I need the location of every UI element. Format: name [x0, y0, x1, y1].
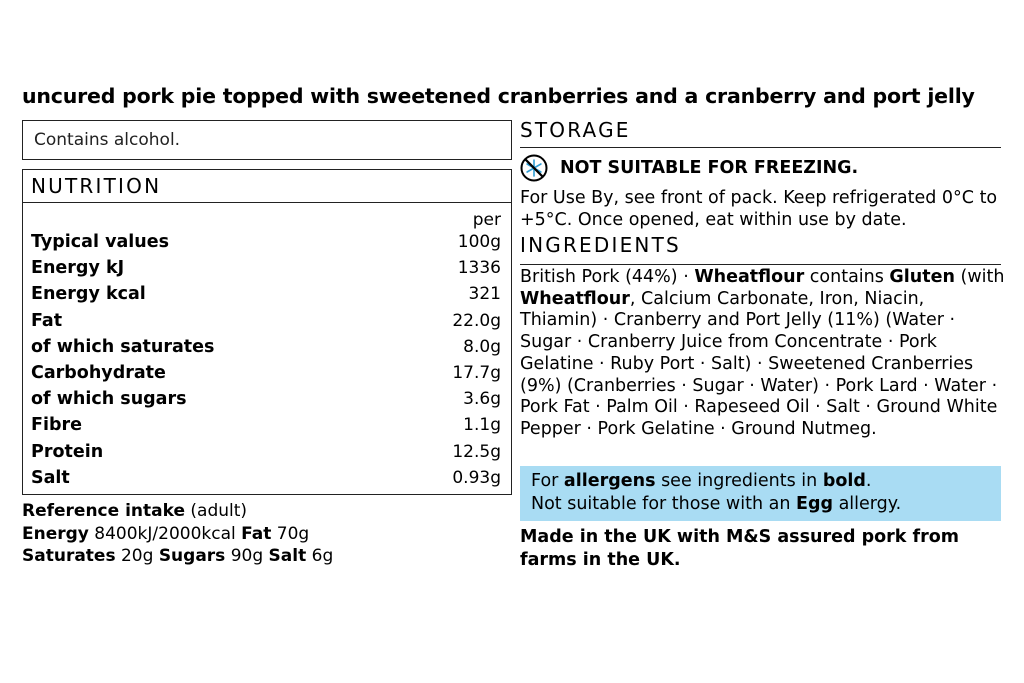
ingredients-list [520, 267, 1005, 441]
nutrition-row [31, 412, 501, 438]
ri-sugars-label: Sugars [158, 546, 226, 566]
allergen-line-2 [531, 493, 1001, 516]
product-title: uncured pork pie topped with sweetened cranberries and a cranberry and port jelly [22, 84, 975, 108]
allergen-bold: Egg [795, 493, 833, 514]
ri-saturates-label: Saturates [22, 546, 116, 566]
alcohol-notice: Contains alcohol. [34, 130, 181, 150]
ri-energy-value: 8400kJ/2000kcal [88, 523, 242, 544]
nutrition-row [31, 281, 501, 307]
nutrition-value: 0.93g [452, 467, 501, 488]
freezing-warning-row [520, 154, 858, 182]
nutrition-label: Protein [31, 441, 104, 462]
freezing-warning: NOT SUITABLE FOR FREEZING. [560, 158, 859, 178]
nutrition-row [31, 334, 501, 360]
nutrition-value: 321 [468, 284, 501, 305]
allergen-text: For [531, 471, 564, 491]
nutrition-label: Fibre [31, 415, 82, 436]
ri-sugars-value: 90g [225, 546, 269, 566]
ingredient-text: , Calcium Carbonate, Iron, Niacin, Thiamin) · Cranberry and Port Jelly (11%) (Water · Sugar · Cranberry Juice from Concentrate · Pork Gelatine · Ruby Port · Salt) · Sweetened Cranberries (9%) (Cranberries · Sugar · Water) · Pork Lard · Water · Pork Fat · Palm Oil · Rapeseed Oil · Salt · Ground White Pepper · Pork Gelatine · Ground Nutmeg. [520, 288, 998, 439]
nutrition-row [31, 465, 501, 491]
snowflake-crossed-icon [520, 154, 548, 182]
reference-intake-heading: Reference intake [22, 501, 185, 521]
ri-fat-label: Fat [241, 523, 272, 544]
nutrition-heading: NUTRITION [23, 170, 511, 203]
ingredient-allergen: Wheatflour [694, 267, 805, 287]
ri-energy-label: Energy [22, 523, 89, 544]
nutrition-value: 22.0g [452, 310, 501, 331]
nutrition-label: of which saturates [31, 336, 215, 357]
nutrition-rows [31, 229, 501, 491]
nutrition-row [31, 229, 501, 255]
nutrition-label: Energy kJ [31, 258, 125, 279]
nutrition-row [31, 360, 501, 386]
reference-intake [22, 500, 333, 568]
allergen-text: . [865, 471, 872, 491]
nutrition-label: Carbohydrate [31, 363, 166, 384]
ri-salt-value: 6g [306, 546, 334, 566]
allergen-bold: bold [822, 471, 866, 491]
reference-intake-line-2 [22, 545, 333, 568]
nutrition-value: 8.0g [463, 336, 501, 357]
storage-instructions: For Use By, see front of pack. Keep refrigerated 0°C to +5°C. Once opened, eat within use by date. [520, 188, 998, 230]
nutrition-row [31, 439, 501, 465]
nutrition-row [31, 308, 501, 334]
nutrition-value: 100g [457, 232, 501, 253]
ri-salt-label: Salt [268, 546, 307, 566]
nutrition-value: 17.7g [452, 363, 501, 384]
nutrition-value: 12.5g [452, 441, 501, 462]
ingredient-text: contains [804, 267, 890, 287]
nutrition-label: Salt [31, 467, 70, 488]
allergen-bold: allergens [563, 471, 656, 491]
ingredient-allergen: Wheatflour [520, 288, 630, 309]
ingredients-heading: INGREDIENTS [520, 233, 1001, 265]
alcohol-notice-box [22, 120, 512, 160]
nutrition-label: Typical values [31, 232, 170, 253]
ri-saturates-value: 20g [115, 546, 159, 566]
per-label: per [472, 210, 501, 230]
reference-intake-heading-line [22, 500, 333, 523]
made-in-statement: Made in the UK with M&S assured pork from farms in the UK. [520, 527, 959, 570]
ingredient-text: British Pork (44%) · [520, 267, 695, 287]
nutrition-label: Fat [31, 310, 63, 331]
allergen-advice-box [520, 466, 1001, 521]
allergen-line-1 [531, 470, 1001, 493]
nutrition-value: 3.6g [463, 389, 501, 410]
reference-intake-note: (adult) [185, 501, 248, 521]
allergen-text: Not suitable for those with an [531, 493, 796, 514]
nutrition-row [31, 386, 501, 412]
allergen-text: allergy. [833, 493, 902, 514]
ri-fat-value: 70g [271, 523, 310, 544]
storage-heading: STORAGE [520, 118, 1001, 148]
nutrition-value: 1336 [457, 258, 501, 279]
nutrition-value: 1.1g [463, 415, 501, 436]
nutrition-row [31, 255, 501, 281]
allergen-text: see ingredients in [655, 471, 823, 491]
nutrition-label: of which sugars [31, 389, 187, 410]
nutrition-table [22, 169, 512, 495]
ingredient-allergen: Gluten [889, 267, 955, 287]
reference-intake-line-1 [22, 523, 333, 546]
nutrition-label: Energy kcal [31, 284, 146, 305]
ingredient-text: (with [954, 267, 1005, 287]
